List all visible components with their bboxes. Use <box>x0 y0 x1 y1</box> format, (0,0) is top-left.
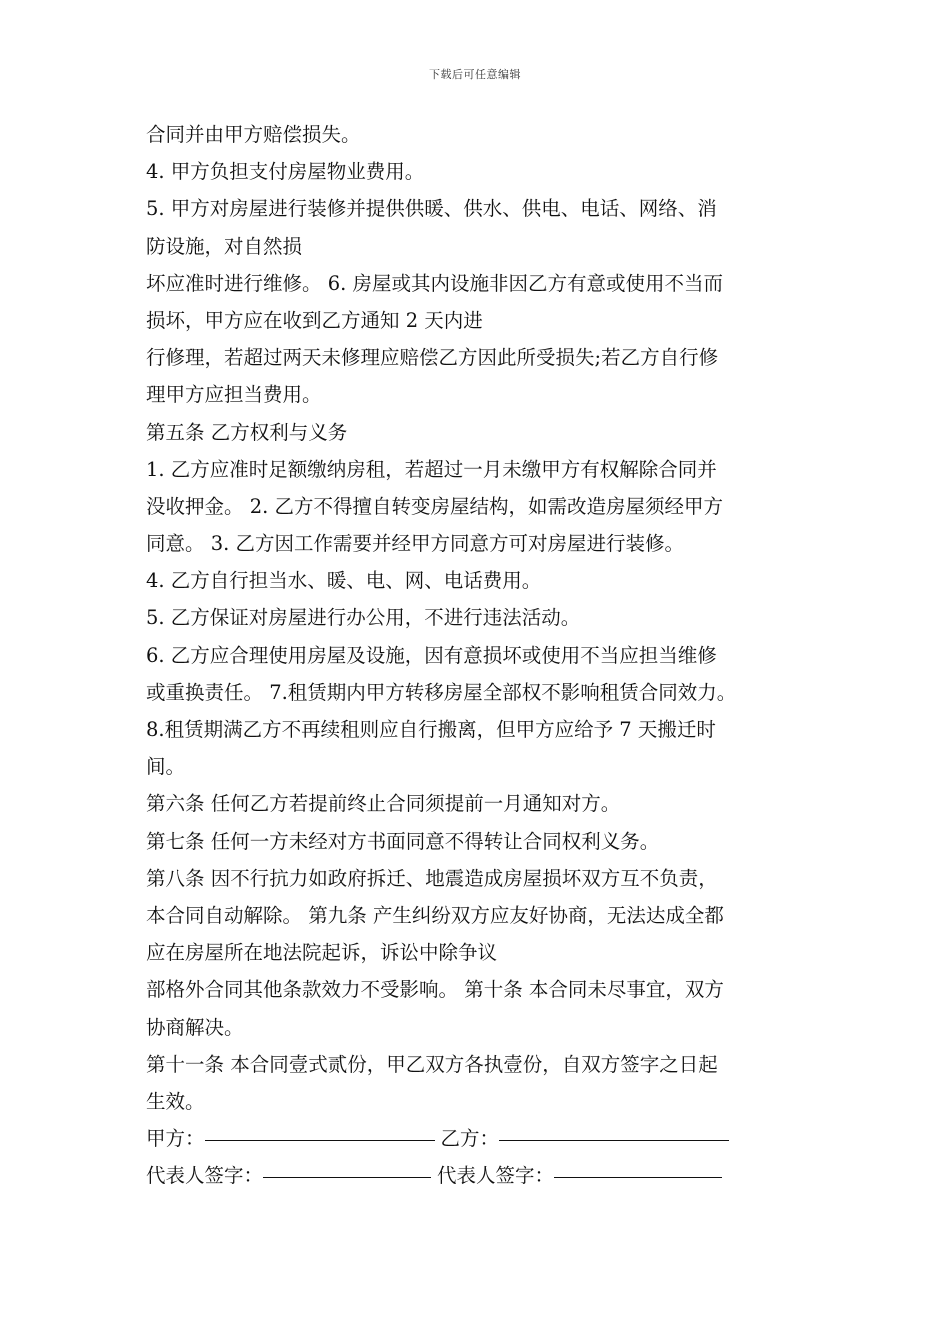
text-line: 理甲方应担当费用。 <box>146 383 322 407</box>
article-6: 第六条 任何乙方若提前终止合同须提前一月通知对方。 <box>146 792 621 816</box>
text-line: 部格外合同其他条款效力不受影响。 第十条 本合同未尽事宜，双方 <box>146 978 724 1002</box>
article-5-heading: 第五条 乙方权利与义务 <box>146 420 348 444</box>
text-line: 行修理，若超过两天未修理应赔偿乙方因此所受损失;若乙方自行修 <box>146 346 719 370</box>
text-line: 损坏，甲方应在收到乙方通知 2 天内进 <box>146 308 483 332</box>
rep-a-label: 代表人签字： <box>146 1164 264 1188</box>
article-11: 第十一条 本合同壹式贰份，甲乙双方各执壹份，自双方签字之日起 <box>146 1052 718 1076</box>
article-7: 第七条 任何一方未经对方书面同意不得转让合同权利义务。 <box>146 829 660 853</box>
text-line: 4. 乙方自行担当水、暖、电、网、电话费用。 <box>146 569 542 593</box>
text-line: 同意。 3. 乙方因工作需要并经甲方同意方可对房屋进行装修。 <box>146 532 685 556</box>
text-line: 4. 甲方负担支付房屋物业费用。 <box>146 160 425 184</box>
text-line: 生效。 <box>146 1089 205 1113</box>
rep-b-blank[interactable] <box>554 1155 722 1178</box>
text-line: 8.租赁期满乙方不再续租则应自行搬离，但甲方应给予 7 天搬迁时 <box>146 718 716 741</box>
text-line: 应在房屋所在地法院起诉，诉讼中除争议 <box>146 941 498 965</box>
text-line: 合同并由甲方赔偿损失。 <box>146 123 361 146</box>
rep-b-label: 代表人签字： <box>437 1164 555 1188</box>
text-line: 防设施，对自然损 <box>146 234 303 258</box>
party-a-blank[interactable] <box>205 1118 435 1141</box>
text-line: 坏应准时进行维修。 6. 房屋或其内设施非因乙方有意或使用不当而 <box>146 271 724 295</box>
text-line: 5. 甲方对房屋进行装修并提供供暖、供水、供电、电话、网络、消 <box>146 197 717 221</box>
text-line: 没收押金。 2. 乙方不得擅自转变房屋结构，如需改造房屋须经甲方 <box>146 494 724 518</box>
party-b-label: 乙方： <box>440 1127 500 1151</box>
text-line: 5. 乙方保证对房屋进行办公用，不进行违法活动。 <box>146 606 581 630</box>
contract-body <box>146 116 816 1194</box>
party-signature-row <box>146 1120 816 1157</box>
text-line: 或重换责任。 7.租赁期内甲方转移房屋全部权不影响租赁合同效力。 <box>146 680 737 704</box>
text-line: 协商解决。 <box>146 1015 244 1039</box>
representative-signature-row <box>146 1157 816 1194</box>
text-line: 间。 <box>146 755 186 779</box>
rep-a-blank[interactable] <box>263 1155 431 1178</box>
text-line: 本合同自动解除。 第九条 产生纠纷双方应友好协商，无法达成全都 <box>146 903 724 927</box>
party-a-label: 甲方： <box>146 1127 205 1151</box>
text-line: 1. 乙方应准时足额缴纳房租，若超过一月未缴甲方有权解除合同并 <box>146 457 717 481</box>
party-b-blank[interactable] <box>499 1118 729 1141</box>
article-8: 第八条 因不行抗力如政府拆迁、地震造成房屋损坏双方互不负责， <box>146 866 718 890</box>
text-line: 6. 乙方应合理使用房屋及设施，因有意损坏或使用不当应担当维修 <box>146 643 717 667</box>
page-header: 下载后可任意编辑 <box>429 68 521 81</box>
